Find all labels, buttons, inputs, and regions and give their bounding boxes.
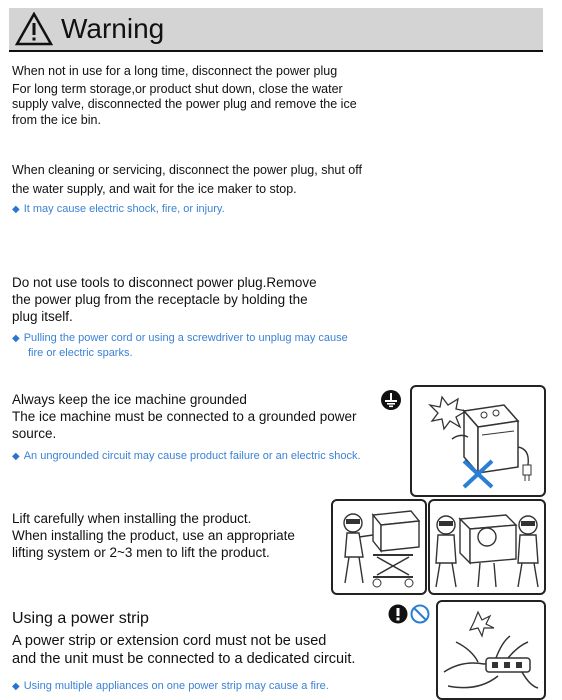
note-line	[12, 202, 362, 217]
section-grounding	[12, 391, 361, 464]
note-line	[12, 679, 355, 694]
mandatory-icon	[388, 604, 408, 624]
text-line: When not in use for a long time, disconnect the power plug	[12, 64, 338, 78]
text-line: source.	[12, 426, 57, 441]
note-text: An ungrounded circuit may cause product failure or an electric shock.	[23, 450, 361, 462]
text-line: the power plug from the receptacle by holding the	[12, 292, 308, 307]
note-text: It may cause electric shock, fire, or injury.	[23, 203, 225, 215]
text-line: Always keep the ice machine grounded	[12, 392, 247, 407]
lift-cart-drawing	[333, 501, 425, 593]
text-line: supply valve, disconnected the power plug and remove the ice	[12, 97, 357, 111]
warning-triangle-icon	[15, 12, 53, 46]
section-power-strip	[12, 609, 355, 694]
text-line: When cleaning or servicing, disconnect the power plug, shut off	[12, 163, 362, 177]
diamond-bullet-icon: ◆	[12, 451, 20, 462]
note-text: fire or electric sparks.	[28, 347, 133, 359]
text-line: A power strip or extension cord must not be used	[12, 633, 327, 649]
diamond-bullet-icon: ◆	[12, 204, 20, 215]
note-line	[12, 449, 361, 464]
diamond-bullet-icon: ◆	[12, 333, 20, 344]
two-men-drawing	[430, 501, 544, 593]
power-strip-drawing	[438, 602, 544, 698]
power-strip-illustration	[436, 600, 546, 700]
two-men-lift-illustration	[428, 499, 546, 595]
section-lifting	[12, 510, 295, 561]
warning-header	[9, 8, 543, 52]
text-line: from the ice bin.	[12, 112, 101, 127]
section-cleaning	[12, 163, 362, 217]
text-line: plug itself.	[12, 309, 73, 324]
text-line: When installing the product, use an appropriate	[12, 528, 295, 543]
text-line: and the unit must be connected to a dedicated circuit.	[12, 651, 356, 667]
diamond-bullet-icon: ◆	[12, 681, 20, 692]
section-long-storage	[12, 64, 357, 128]
text-line: The ice machine must be connected to a grounded power	[12, 409, 357, 424]
lift-cart-illustration	[331, 499, 427, 595]
section-heading: Using a power strip	[12, 610, 149, 627]
text-line: Lift carefully when installing the product.	[12, 511, 252, 526]
ungrounded-illustration	[410, 385, 546, 497]
text-line: For long term storage,or product shut down, close the water	[12, 81, 343, 96]
note-line	[12, 331, 348, 346]
prohibition-icon	[410, 604, 430, 624]
note-text: Pulling the power cord or using a screwdriver to unplug may cause	[23, 332, 348, 344]
text-line: the water supply, and wait for the ice maker to stop.	[12, 181, 297, 196]
section-tools	[12, 274, 348, 361]
note-text: Using multiple appliances on one power strip may cause a fire.	[23, 680, 329, 692]
machine-shock-drawing	[412, 387, 544, 495]
text-line: lifting system or 2~3 men to lift the product.	[12, 545, 270, 560]
warning-title: Warning	[61, 13, 165, 44]
text-line: Do not use tools to disconnect power plug.Remove	[12, 275, 317, 290]
ground-symbol-icon	[380, 389, 402, 411]
